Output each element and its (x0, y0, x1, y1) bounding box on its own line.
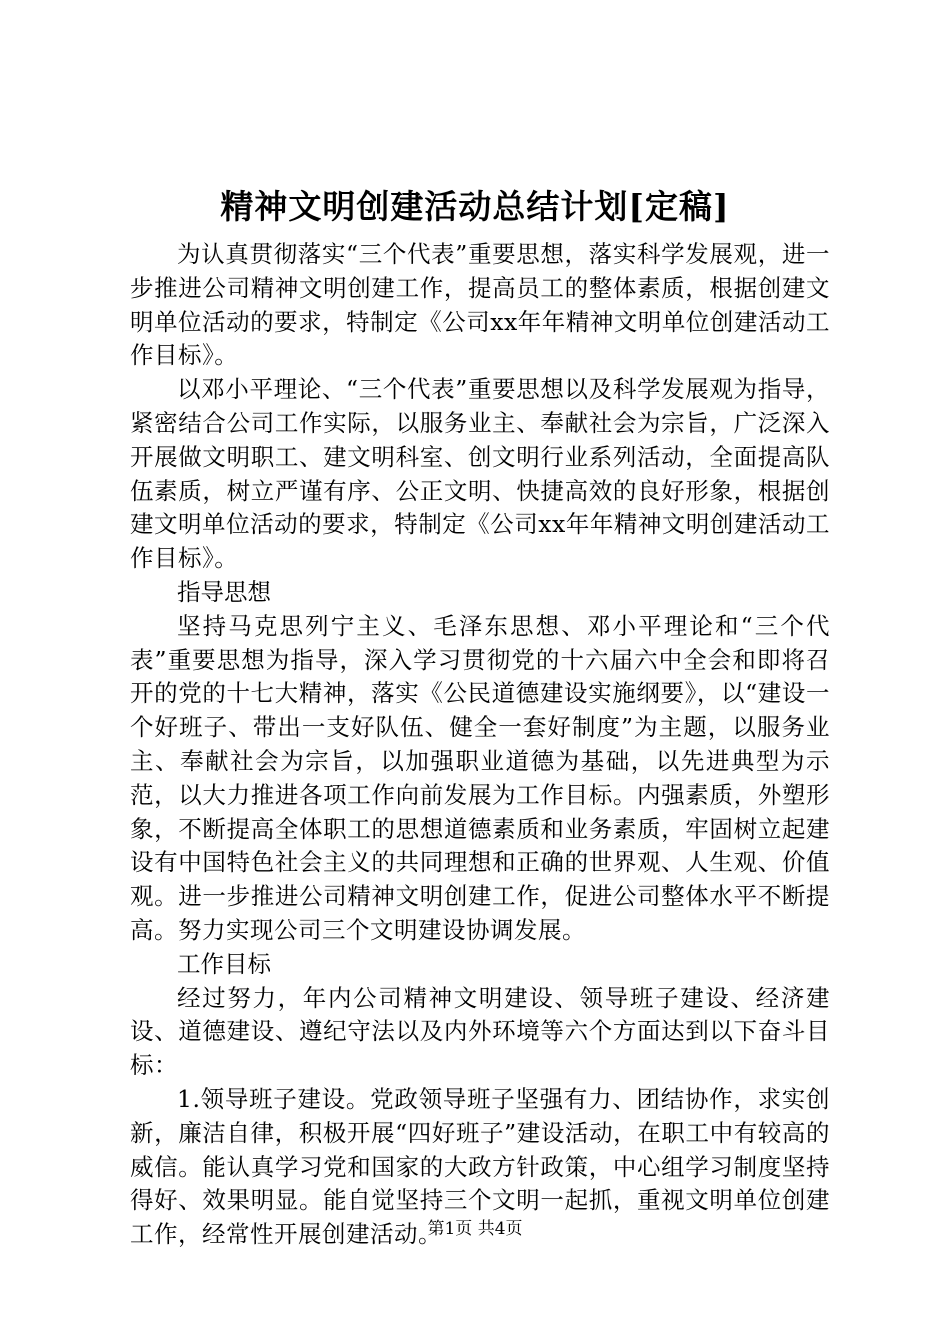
page-number-footer: 第1页 共4页 (427, 1219, 523, 1239)
paragraph-guiding-ideology: 坚持马克思列宁主义、毛泽东思想、邓小平理论和“三个代表”重要思想为指导，深入学习贯彻党的十六届六中全会和即将召开的党的十七大精神，落实《公民道德建设实施纲要》，以“建设一个好班子、带出一支好队伍、健全一套好制度”为主题，以服务业主、奉献社会为宗旨，以加强职业道德为基础，以先进典型为示范，以大力推进各项工作向前发展为工作目标。内强素质，外塑形象，不断提高全体职工的思想道德素质和业务素质，牢固树立起建设有中国特色社会主义的共同理想和正确的世界观、人生观、价值观。进一步推进公司精神文明创建工作，促进公司整体水平不断提高。努力实现公司三个文明建设协调发展。 (130, 611, 830, 944)
paragraph-guidance-summary: 以邓小平理论、“三个代表”重要思想以及科学发展观为指导，紧密结合公司工作实际，以服务业主、奉献社会为宗旨，广泛深入开展做文明职工、建文明科室、创文明行业系列活动，全面提高队伍素质，树立严谨有序、公正文明、快捷高效的良好形象，根据创建文明单位活动的要求，特制定《公司xx年年精神文明创建活动工作目标》。 (130, 375, 830, 573)
section-heading-work-goals: 工作目标 (177, 949, 271, 978)
paragraph-work-goals: 经过努力，年内公司精神文明建设、领导班子建设、经济建设、道德建设、遵纪守法以及内外环境等六个方面达到以下奋斗目标： (130, 983, 830, 1080)
document-body (130, 238, 830, 1252)
document-title: 精神文明创建活动总结计划[定稿] (220, 187, 730, 226)
paragraph-intro: 为认真贯彻落实“三个代表”重要思想，落实科学发展观，进一步推进公司精神文明创建工作，提高员工的整体素质，根据创建文明单位活动的要求，特制定《公司xx年年精神文明单位创建活动工作目标》。 (130, 240, 830, 370)
section-heading-guiding-ideology: 指导思想 (177, 577, 271, 606)
paragraph-leadership-building: 1.领导班子建设。党政领导班子坚强有力、团结协作，求实创新，廉洁自律，积极开展“四好班子”建设活动，在职工中有较高的威信。能认真学习党和国家的大政方针政策，中心组学习制度坚持得好、效果明显。能自觉坚持三个文明一起抓，重视文明单位创建工作，经常性开展创建活动。 (130, 1084, 830, 1249)
